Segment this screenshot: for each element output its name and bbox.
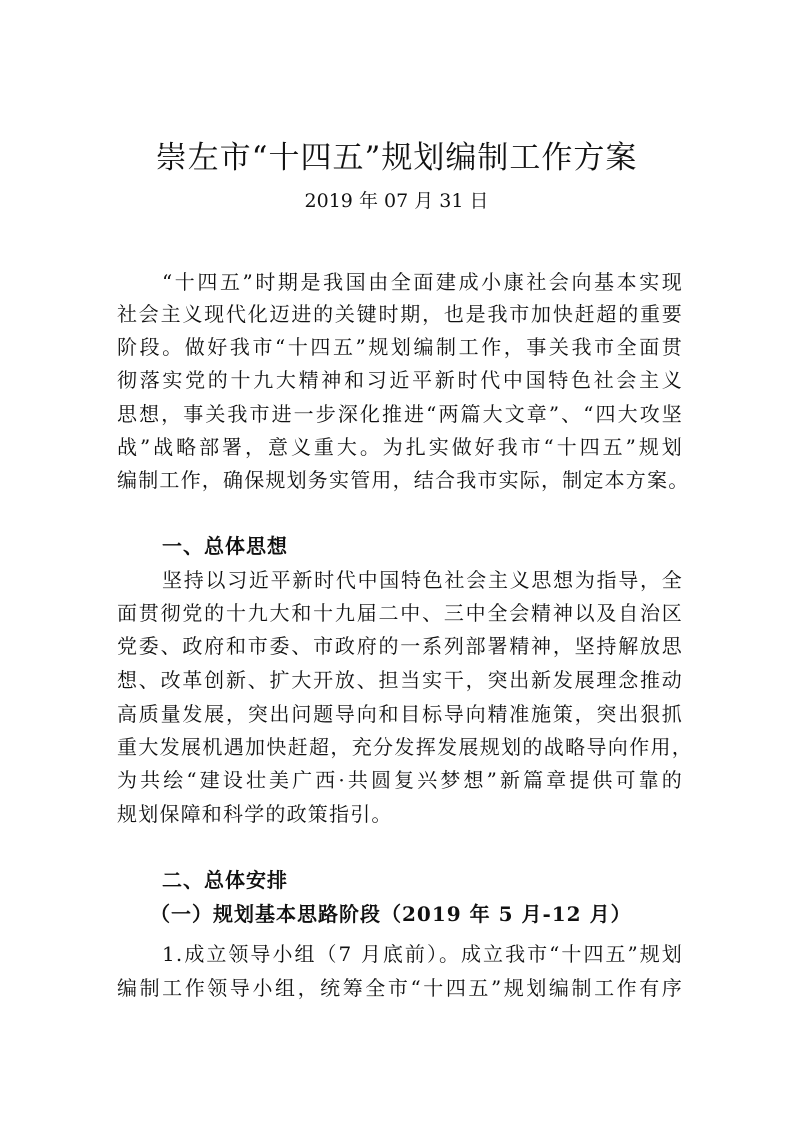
paragraph-line: 社会主义现代化迈进的关键时期，也是我市加快赶超的重要 bbox=[117, 302, 683, 326]
document-date: 2019 年 07 月 31 日 bbox=[304, 190, 489, 212]
paragraph-line: 规划保障和科学的政策指引。 bbox=[117, 802, 393, 826]
section-heading-overall-arrangement: 二、总体安排 bbox=[162, 868, 288, 892]
paragraph-line: “十四五”时期是我国由全面建成小康社会向基本实现 bbox=[162, 270, 683, 294]
paragraph-line: 阶段。做好我市“十四五”规划编制工作，事关我市全面贯 bbox=[117, 335, 683, 359]
section-heading-overall-thought: 一、总体思想 bbox=[162, 534, 288, 558]
paragraph-line: 1.成立领导小组（7 月底前）。成立我市“十四五”规划 bbox=[162, 942, 683, 966]
paragraph-line: 思想，事关我市进一步深化推进“两篇大文章”、“四大攻坚 bbox=[117, 402, 683, 426]
paragraph-line: 彻落实党的十九大精神和习近平新时代中国特色社会主义 bbox=[117, 368, 683, 392]
subsection-heading: （一）规划基本思路阶段（2019 年 5 月-12 月） bbox=[150, 902, 632, 926]
paragraph-line: 重大发展机遇加快赶超，充分发挥发展规划的战略导向作用， bbox=[117, 735, 693, 759]
paragraph-line: 战”战略部署，意义重大。为扎实做好我市“十四五”规划 bbox=[117, 435, 683, 459]
paragraph-line: 为共绘“建设壮美广西·共圆复兴梦想”新篇章提供可靠的 bbox=[117, 768, 683, 792]
paragraph-line: 编制工作领导小组，统筹全市“十四五”规划编制工作有序 bbox=[117, 976, 683, 1000]
document-title: 崇左市“十四五”规划编制工作方案 bbox=[155, 140, 638, 176]
paragraph-line: 党委、政府和市委、市政府的一系列部署精神，坚持解放思 bbox=[117, 634, 683, 658]
paragraph-line: 想、改革创新、扩大开放、担当实干，突出新发展理念推动 bbox=[117, 668, 683, 692]
paragraph-line: 坚持以习近平新时代中国特色社会主义思想为指导，全 bbox=[162, 568, 683, 592]
paragraph-line: 面贯彻党的十九大和十九届二中、三中全会精神以及自治区 bbox=[117, 601, 683, 625]
paragraph-line: 编制工作，确保规划务实管用，结合我市实际，制定本方案。 bbox=[117, 468, 690, 492]
paragraph-line: 高质量发展，突出问题导向和目标导向精准施策，突出狠抓 bbox=[117, 702, 683, 726]
